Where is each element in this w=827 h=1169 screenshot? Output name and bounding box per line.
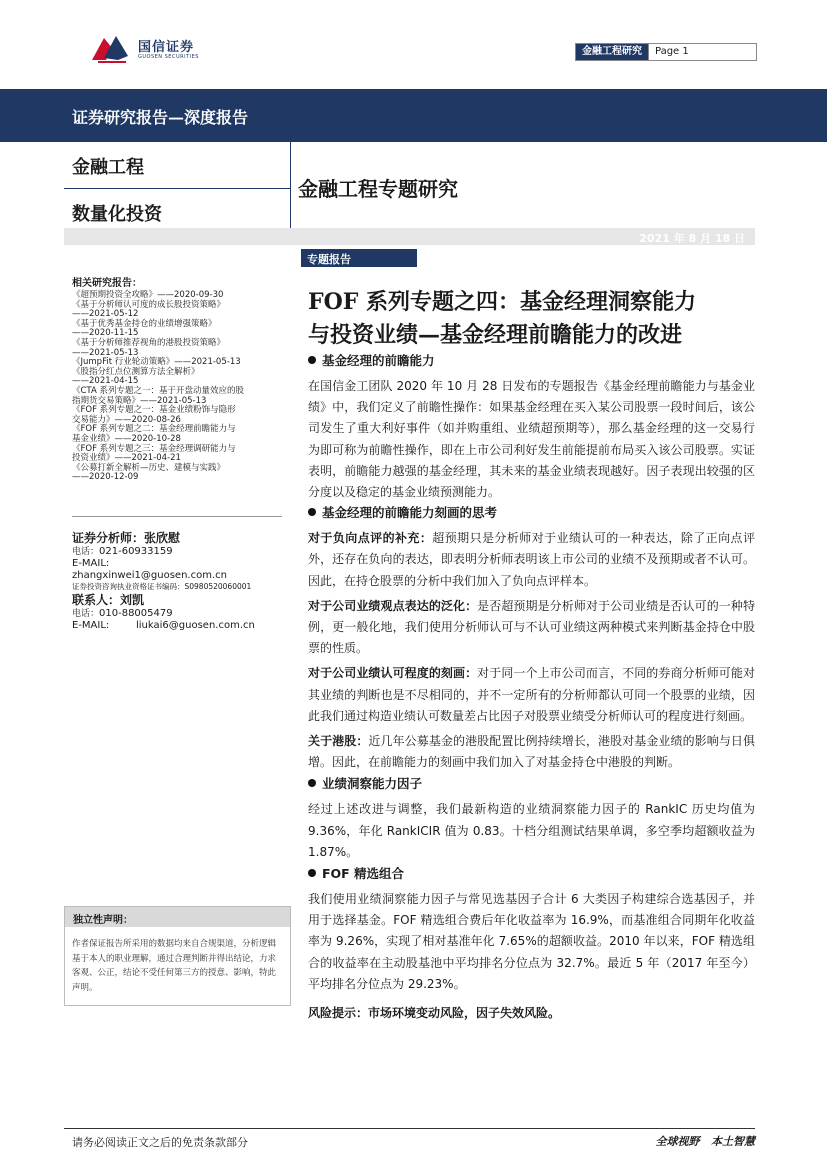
category-label-1: 金融工程: [72, 157, 144, 178]
contact-email[interactable]: liukai6@guosen.com.cn: [136, 620, 255, 631]
category-label-2: 数量化投资: [72, 204, 162, 225]
related-research-item: 《超预期投资全攻略》——2020-09-30: [72, 290, 224, 300]
contact-email-label: E-MAIL:: [72, 620, 110, 631]
related-research-item: 《基于分析师推荐视角的港股投资策略》: [72, 337, 226, 348]
analyst-phone-label: 电话：: [72, 547, 100, 557]
series-title: 金融工程专题研究: [298, 177, 458, 201]
section-2-paragraph-1: 对于负向点评的补充：超预期只是分析师对于业绩认可的一种表达，除了正向点评外，还存在负向的表达，即表明分析师表明该上市公司的业绩不及预期或者不认可。因此，在持仓股票的分析中我们加入了负向点评样本。: [308, 531, 755, 588]
footer-disclaimer: 请务必阅读正文之后的免责条款部分: [72, 1136, 248, 1149]
report-date: 2021 年 8 月 18 日: [639, 232, 745, 245]
logo-text: 国信证券: [138, 40, 195, 55]
section-2-heading: 基金经理的前瞻能力刻画的思考: [308, 502, 755, 524]
page-label: Page 1: [655, 46, 689, 57]
report-type-banner: [0, 89, 827, 142]
related-research-item: 基金业绩》——2020-10-28: [72, 433, 181, 444]
report-tag: [301, 249, 417, 267]
section-2-paragraph-3: 对于公司业绩认可程度的刻画：对于同一个上市公司而言，不同的券商分析师可能对其业绩的判断也是不尽相同的，并不一定所有的分析师都认可同一个股票的业绩，因此我们通过构造业绩认可数量差占比因子对股票业绩受分析师认可的程度进行刻画。: [308, 666, 755, 723]
page-indicator: [575, 43, 757, 61]
main-content: [308, 350, 755, 1024]
related-research-item: ——2021-05-12: [72, 309, 139, 320]
report-type: 证券研究报告—深度报告: [72, 108, 249, 127]
section-4-body: 我们使用业绩洞察能力因子与常见选基因子合计 6 大类因子构建综合选基因子，并用于选择基金。FOF 精选组合费后年化收益率为 16.9%，而基准组合同期年化收益率为 9.26%，实现了相对基准年化 7.65%的超额收益。2010 年以来，FOF 精选组合的收益率在主动股基池中平均排名分位点为 32.7%。最近 5 年（2017 年至今）平均排名分位点为 29.23%。: [308, 892, 755, 991]
section-3-heading: 业绩洞察能力因子: [308, 773, 755, 795]
category-box-1: [64, 142, 290, 189]
bullet-icon: [308, 356, 316, 364]
related-research-item: ——2021-05-13: [72, 347, 139, 358]
related-research-item: 交易能力》——2020-08-26: [72, 414, 181, 425]
report-category: 金融工程研究: [576, 44, 649, 60]
report-tag-label: 专题报告: [307, 253, 351, 266]
analyst-email[interactable]: zhangxinwei1@guosen.com.cn: [72, 570, 227, 581]
bullet-icon: [308, 508, 316, 516]
section-1-heading: 基金经理的前瞻能力: [308, 350, 755, 372]
analyst-heading: 证券分析师：张欣慰: [72, 531, 181, 545]
related-research-item: 《基于分析师认可度的成长股投资策略》: [72, 299, 226, 310]
related-research-item: 《CTA 系列专题之一：基于开盘动量效应的股: [72, 385, 244, 396]
contact-heading: 联系人：刘凯: [72, 593, 145, 607]
analyst-phone: 021-60933159: [99, 546, 173, 557]
related-research-heading: 相关研究报告：: [72, 278, 142, 289]
logo: [88, 32, 228, 66]
guosen-logo-icon: [88, 32, 132, 64]
analyst-license: 证券投资咨询执业资格证书编码：S0980520060001: [72, 582, 252, 591]
related-research-item: 《股指分红点位测算方法全解析》: [72, 366, 200, 377]
section-2-paragraph-4: 关于港股：近几年公募基金的港股配置比例持续增长，港股对基金业绩的影响与日俱增。因此，在前瞻能力的刻画中我们加入了对基金持仓中港股的判断。: [308, 734, 755, 770]
footer-rule: [64, 1128, 755, 1129]
section-2-paragraph-2: 对于公司业绩观点表达的泛化：是否超预期是分析师对于公司业绩是否认可的一种特例，更一般化地，我们使用分析师认可与不认可业绩这两种模式来判断基金持仓中股票的性质。: [308, 598, 755, 656]
independence-heading-bar: [65, 907, 290, 927]
related-research-item: ——2020-12-09: [72, 472, 139, 483]
independence-box: [64, 906, 291, 1006]
related-research-list: [72, 291, 282, 483]
related-research-item: 《公募打新全解析—历史、建模与实践》: [72, 462, 226, 473]
contact-phone: 010-88005479: [99, 608, 173, 619]
related-research-item: ——2021-04-15: [72, 376, 139, 387]
risk-warning: 风险提示：市场环境变动风险，因子失效风险。: [308, 1006, 561, 1021]
footer-slogan: 全球视野 本土智慧: [655, 1135, 755, 1148]
logo-subtext: GUOSEN SECURITIES: [138, 54, 199, 60]
section-4-heading: FOF 精选组合: [308, 863, 755, 885]
related-research-item: ——2020-11-15: [72, 328, 139, 339]
category-divider: [290, 142, 291, 235]
analyst-email-label: E-MAIL:: [72, 558, 110, 569]
independence-text: 作者保证报告所采用的数据均来自合规渠道，分析逻辑基于本人的职业理解，通过合理判断并得出结论，力求客观、公正，结论不受任何第三方的授意、影响，特此声明。: [72, 939, 277, 993]
report-title-line2: 与投资业绩—基金经理前瞻能力的改进: [308, 322, 683, 348]
related-research-item: 《JumpFit 行业轮动策略》——2021-05-13: [72, 357, 241, 368]
independence-heading: 独立性声明：: [73, 915, 133, 926]
related-research-item: 投资业绩》——2021-04-21: [72, 453, 181, 464]
bullet-icon: [308, 869, 316, 877]
analyst-info: [72, 530, 287, 632]
related-research-item: 《FOF 系列专题之三：基金经理调研能力与: [72, 443, 236, 454]
related-research-item: 《FOF 系列专题之二：基金经理前瞻能力与: [72, 424, 236, 435]
related-research-item: 《基于优秀基金持仓的业绩增强策略》: [72, 318, 217, 329]
date-bar: [64, 228, 755, 245]
contact-phone-label: 电话：: [72, 609, 100, 619]
bullet-icon: [308, 779, 316, 787]
section-3-body: 经过上述改进与调整，我们最新构造的业绩洞察能力因子的 RankIC 历史均值为 9.36%，年化 RankICIR 值为 0.83。十档分组测试结果单调，多空季均超额收益为 1.87%。: [308, 802, 755, 859]
sidebar-divider: [72, 516, 282, 517]
related-research-item: 指期货交易策略》——2021-05-13: [72, 395, 207, 406]
related-research-item: 《FOF 系列专题之一：基金业绩粉饰与隐形: [72, 405, 236, 416]
section-1-body: 在国信金工团队 2020 年 10 月 28 日发布的专题报告《基金经理前瞻能力与基金业绩》中，我们定义了前瞻性操作：如果基金经理在买入某公司股票一段时间后，该公司发生了重大利好事件（如并购重组、业绩超预期等），那么基金经理的这一交易行为即可称为前瞻性操作，即在上市公司利好发生前能提前布局买入该公司股票。实证表明，前瞻能力越强的基金经理，其未来的基金业绩表现越好。因子表现出较强的区分度以及稳定的基金业绩预测能力。: [308, 379, 755, 500]
report-title-line1: FOF 系列专题之四：基金经理洞察能力: [308, 289, 697, 315]
related-research: [72, 274, 282, 483]
